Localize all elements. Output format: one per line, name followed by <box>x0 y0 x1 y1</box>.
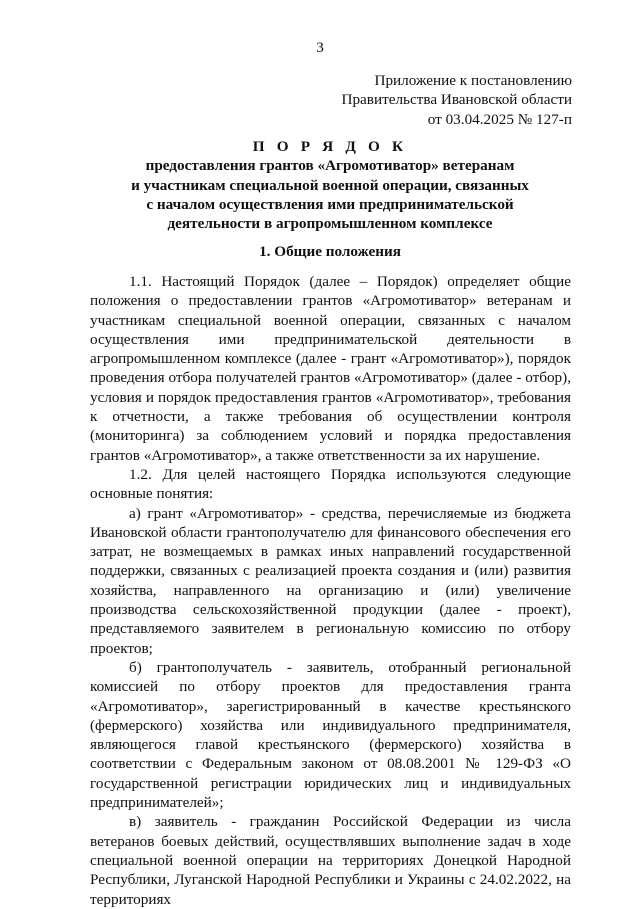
title-line-4: деятельности в агропромышленном комплексе <box>167 215 493 233</box>
appendix-header <box>342 71 573 129</box>
paragraph-b: б) грантополучатель - заявитель, отобранный региональной комиссией по отбору проектов для предоставления гранта «Агромотиватор», зарегистрированный в качестве крестьянского (фермерского) хозяйства или индивидуального предпринимателя, являющегося главой крестьянского (фермерского) хозяйства в соответствии с Федеральным законом от 08.08.2001 № 129-ФЗ «О государственной регистрации юридических лиц и индивидуальных предпринимателей»; <box>90 658 571 812</box>
page-number: 3 <box>316 39 324 56</box>
paragraph-c: в) заявитель - гражданин Российской Федерации из числа ветеранов боевых действий, осуществлявших выполнение задач в ходе специальной военной операции на территориях Донецкой Народной Республики, Луганской Народной Республики и Украины с 24.02.2022, на территориях <box>90 813 571 908</box>
paragraph-1-1: 1.1. Настоящий Порядок (далее – Порядок) определяет общие положения о предоставлении грантов «Агромотиватор» ветеранам и участникам специальной военной операции, связанных с началом осуществления ими предпринимательской деятельности в агропромышленном комплексе (далее - грант «Агромотиватор»), порядок проведения отбора получателей грантов «Агромотиватор» (далее - отбор), условия и порядок предоставления грантов «Агромотиватор», требования к отчетности, а также требования об осуществлении контроля (мониторинга) за соблюдением условий и порядка предоставления грантов «Агромотиватор», а также ответственности за их нарушение. <box>90 273 571 464</box>
appendix-line-3: от 03.04.2025 № 127-п <box>427 110 572 128</box>
section-heading: 1. Общие положения <box>259 243 401 260</box>
document-title <box>90 137 570 233</box>
title-line-3: с началом осуществления ими предпринимательской <box>146 195 514 213</box>
appendix-line-1: Приложение к постановлению <box>374 72 572 89</box>
paragraph-1-2: 1.2. Для целей настоящего Порядка используются следующие основные понятия: <box>90 465 571 503</box>
paragraph-a: а) грант «Агромотиватор» - средства, перечисляемые из бюджета Ивановской области грантополучателю для финансового обеспечения его затрат, не возмещаемых в рамках иных направлений государственной поддержки, связанных с реализацией проекта создания и (или) развития хозяйства, направленного на организацию и (или) увеличение производства сельскохозяйственной продукции (далее - проект), представляемого заявителем в региональную комиссию по отбору проектов; <box>90 504 571 657</box>
title-heading: П О Р Я Д О К <box>252 138 408 155</box>
title-line-2: и участникам специальной военной операции, связанных <box>131 176 529 194</box>
title-line-1: предоставления грантов «Агромотиватор» ветеранам <box>145 157 515 175</box>
body-text <box>90 272 571 909</box>
appendix-line-2: Правительства Ивановской области <box>341 91 572 109</box>
